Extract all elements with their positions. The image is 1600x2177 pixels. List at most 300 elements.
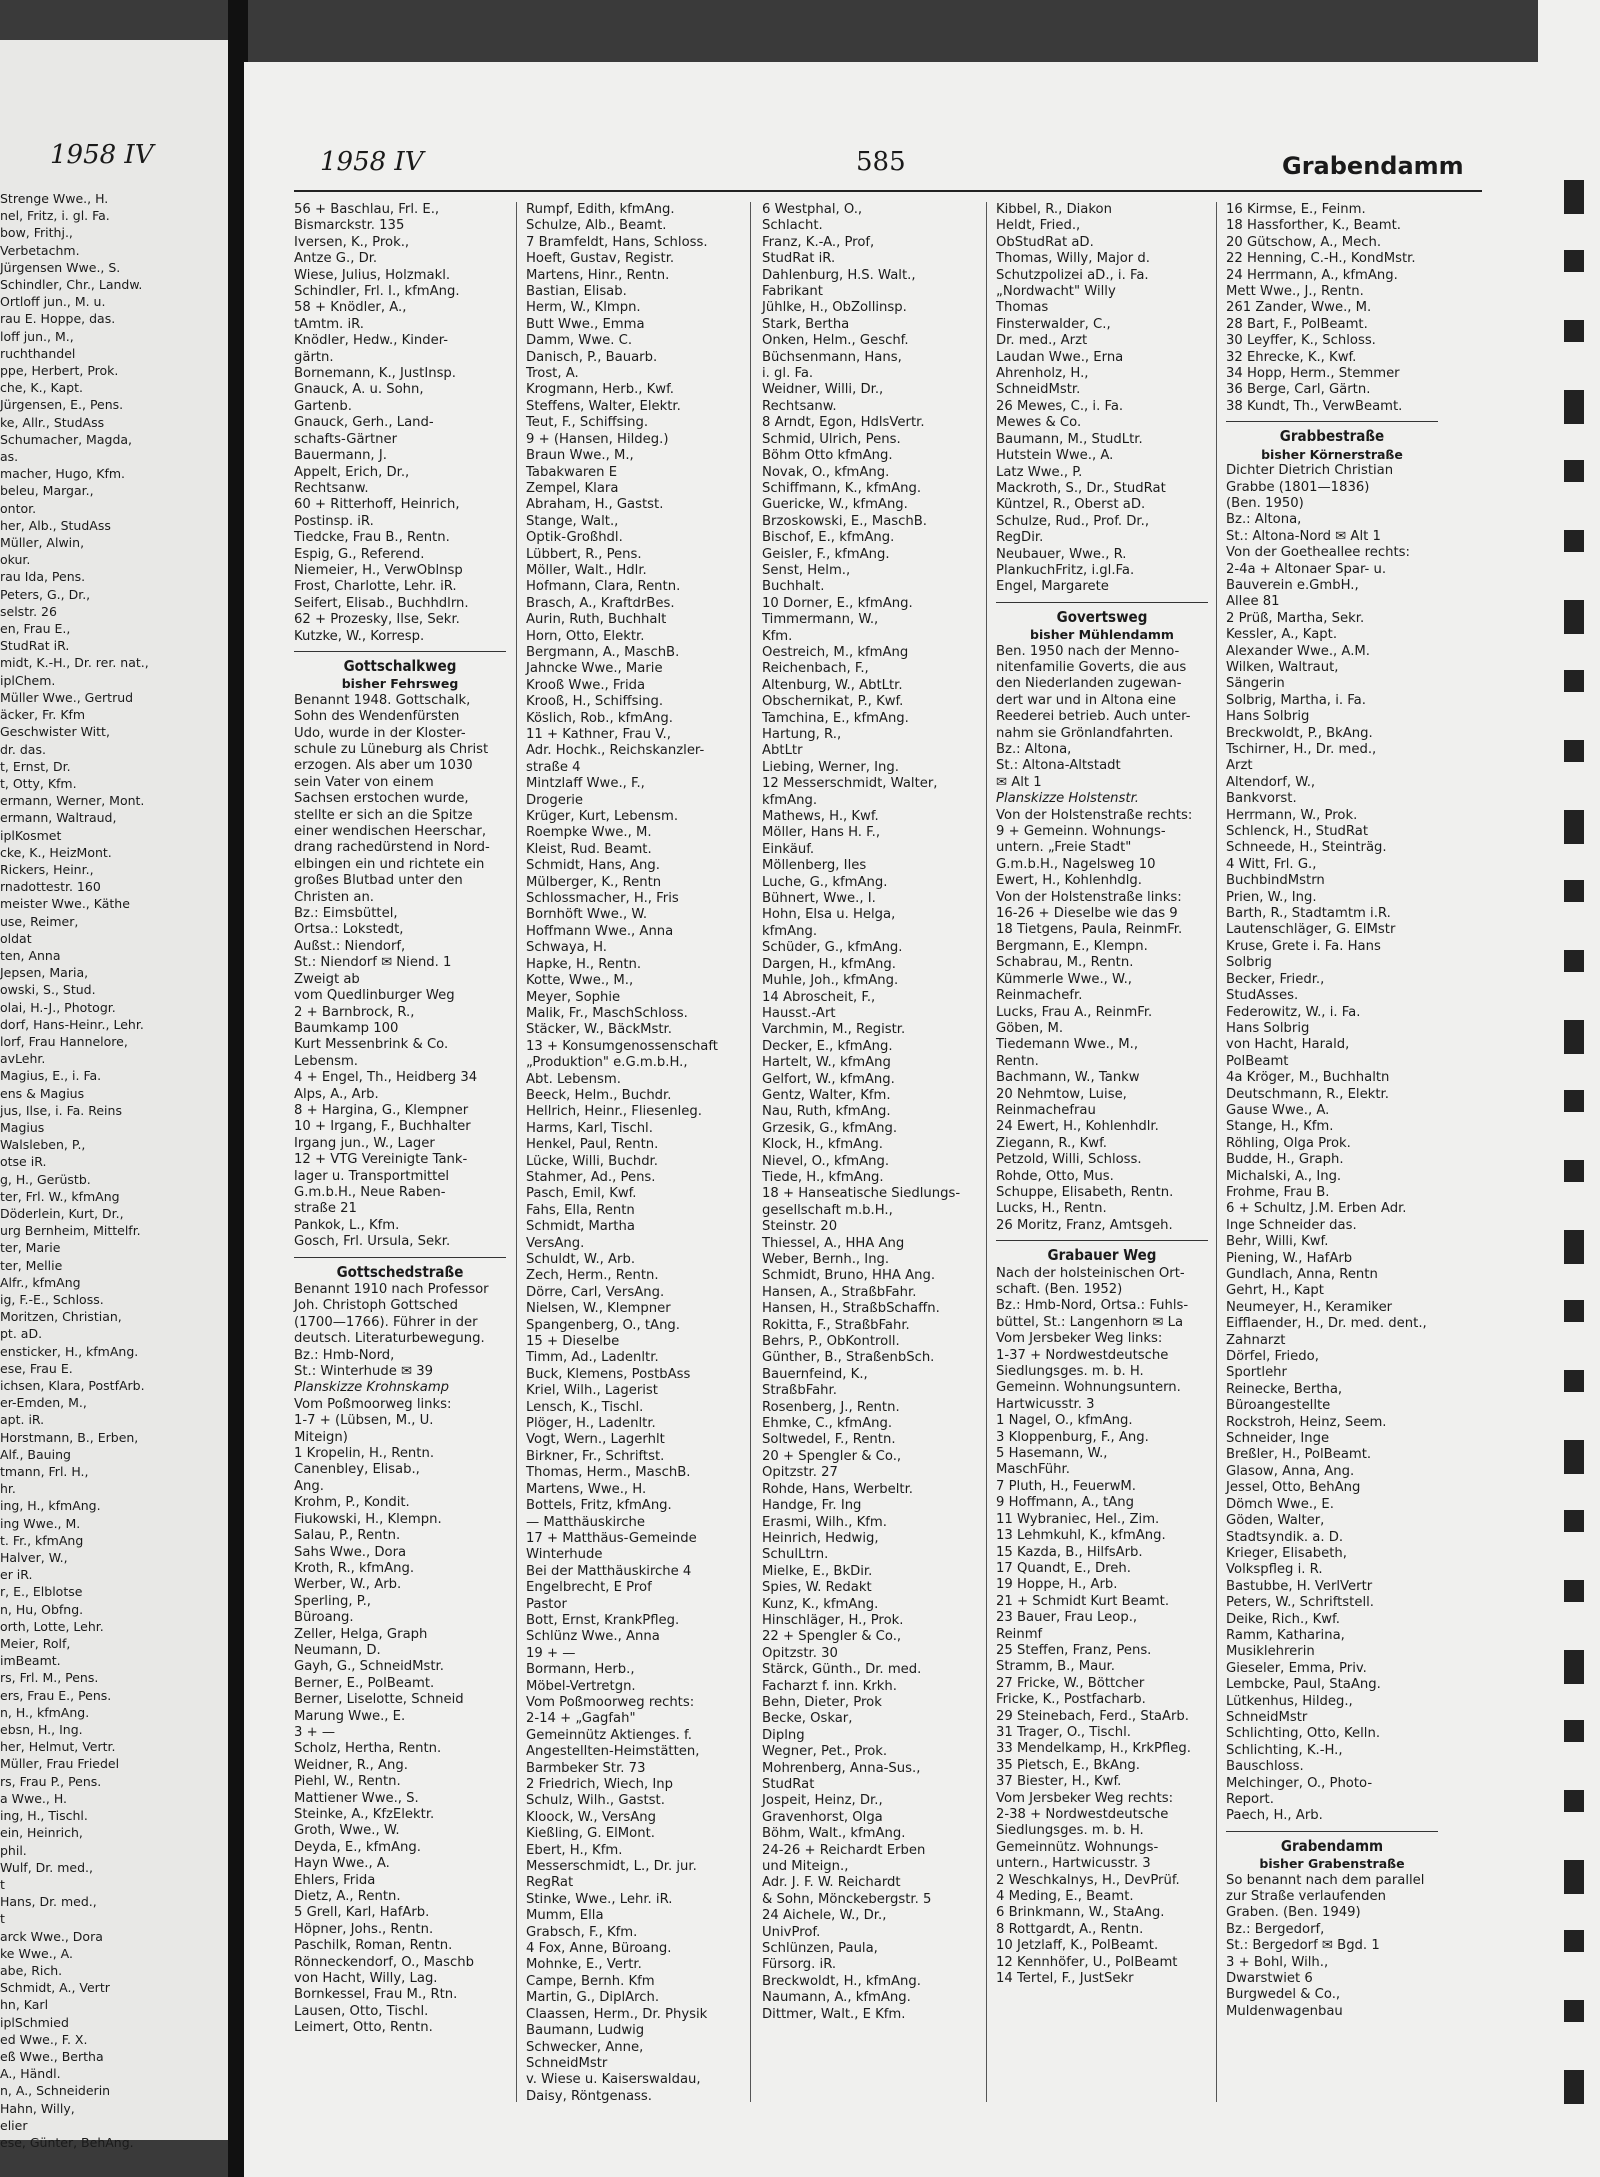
thumb-index-mark: [1564, 1370, 1584, 1392]
directory-entry: UnivProf.: [762, 1924, 821, 1940]
directory-entry: Liebing, Werner, Ing.: [762, 759, 899, 775]
directory-entry: Rohde, Otto, Mus.: [996, 1168, 1114, 1184]
directory-entry: Bz.: Hmb-Nord,: [294, 1347, 395, 1363]
directory-entry: Optik-Großhdl.: [526, 530, 623, 546]
left-page-line: Magius: [0, 1119, 45, 1135]
thumb-index-mark: [1564, 740, 1584, 762]
directory-entry: Fiukowski, H., Klempn.: [294, 1511, 442, 1527]
directory-entry: Mattiener Wwe., S.: [294, 1790, 419, 1806]
directory-entry: Herm, W., Klmpn.: [526, 300, 641, 316]
directory-entry: Einkäuf.: [762, 841, 815, 857]
directory-entry: Engel, Margarete: [996, 579, 1109, 595]
left-page-line: Verbetachm.: [0, 242, 80, 258]
directory-entry: büttel, St.: Langenhorn ✉ La: [996, 1314, 1184, 1330]
directory-entry: 24-26 + Reichardt Erben: [762, 1842, 926, 1858]
directory-entry: Birkner, Fr., Schriftst.: [526, 1448, 665, 1464]
directory-entry: Bormann, Herb.,: [526, 1662, 635, 1678]
left-page-line: ermann, Werner, Mont.: [0, 793, 145, 809]
thumb-index-mark: [1564, 810, 1584, 844]
left-page-line: ensticker, H., kfmAng.: [0, 1343, 139, 1359]
directory-entry: Rokitta, F., StraßbFahr.: [762, 1317, 910, 1333]
directory-entry: Hansen, A., StraßbFahr.: [762, 1284, 917, 1300]
directory-entry: 62 + Prozesky, Ilse, Sekr.: [294, 612, 460, 628]
left-page-line: er-Emden, M.,: [0, 1395, 87, 1411]
directory-entry: Iversen, K., Prok.,: [294, 234, 410, 250]
directory-entry: Bauverein e.GmbH.,: [1226, 577, 1359, 593]
directory-entry: 10 Dorner, E., kfmAng.: [762, 595, 913, 611]
directory-entry: Finsterwalder, C.,: [996, 316, 1111, 332]
directory-entry: Von der Holstenstraße links:: [996, 889, 1182, 905]
left-page-line: Halver, W.,: [0, 1550, 68, 1566]
directory-entry: Klock, H., kfmAng.: [762, 1137, 883, 1153]
directory-entry: 4a Kröger, M., Buchhaltn: [1226, 1070, 1390, 1086]
directory-entry: Sängerin: [1226, 676, 1285, 692]
directory-entry: zur Straße verlaufenden: [1226, 1889, 1386, 1905]
directory-entry: Schlünz Wwe., Anna: [526, 1629, 660, 1645]
directory-entry: Daisy, Röntgenass.: [526, 2088, 652, 2104]
directory-entry: Schuppe, Elisabeth, Rentn.: [996, 1184, 1174, 1200]
directory-entry: Salau, P., Rentn.: [294, 1528, 401, 1544]
thumb-index-mark: [1564, 880, 1584, 902]
directory-entry: 31 Trager, O., Tischl.: [996, 1724, 1131, 1740]
directory-entry: Kümmerle Wwe., W.,: [996, 971, 1132, 987]
directory-entry: 1-7 + (Lübsen, M., U.: [294, 1413, 434, 1429]
column-5: [1226, 202, 1438, 2020]
directory-entry: Tiedemann Wwe., M.,: [996, 1037, 1139, 1053]
directory-entry: Rosenberg, J., Rentn.: [762, 1399, 900, 1415]
street-note: Planskizze Krohnskamp: [294, 1380, 450, 1396]
directory-entry: Schuldt, W., Arb.: [526, 1252, 636, 1267]
directory-entry: Bastubbe, H. VerlVertr: [1226, 1578, 1373, 1594]
directory-entry: Stramm, B., Maur.: [996, 1659, 1115, 1675]
directory-entry: 6 + Schultz, J.M. Erben Adr.: [1226, 1201, 1407, 1217]
left-page-line: orth, Lotte, Lehr.: [0, 1618, 104, 1634]
directory-entry: Pankok, L., Kfm.: [294, 1217, 400, 1233]
left-page-line: cke, K., HeizMont.: [0, 844, 112, 860]
directory-entry: Gartenb.: [294, 398, 352, 414]
directory-page: [244, 62, 1544, 2177]
directory-entry: VersAng.: [526, 1235, 585, 1251]
directory-entry: Wiese, Julius, Holzmakl.: [294, 267, 451, 283]
directory-entry: Jahncke Wwe., Marie: [526, 661, 663, 677]
directory-entry: Bott, Ernst, KrankPfleg.: [526, 1612, 680, 1628]
directory-entry: Benannt 1910 nach Professor: [294, 1282, 489, 1297]
directory-entry: ObStudRat aD.: [996, 234, 1094, 250]
directory-entry: Nach der holsteinischen Ort-: [996, 1265, 1185, 1281]
directory-entry: Gnauck, Gerh., Land-: [294, 415, 434, 431]
directory-entry: Becker, Friedr.,: [1226, 971, 1325, 987]
left-page-line: Meier, Rolf,: [0, 1636, 71, 1652]
directory-entry: Bauermann, J.: [294, 448, 387, 464]
directory-entry: Lebensm.: [294, 1053, 358, 1069]
directory-entry: Dr. med., Arzt: [996, 333, 1088, 349]
directory-entry: Dwarstwiet 6: [1226, 1971, 1313, 1987]
column-4: [996, 202, 1208, 1987]
directory-entry: Diplng: [762, 1727, 805, 1743]
left-page-line: rnadottestr. 160: [0, 879, 101, 895]
directory-entry: Schlichting, Otto, Kelln.: [1226, 1726, 1381, 1742]
directory-entry: Bz.: Eimsbüttel,: [294, 906, 398, 922]
left-page-line: rs, Frau P., Pens.: [0, 1773, 102, 1789]
directory-entry: Adr. Hochk., Reichskanzler-: [526, 743, 705, 759]
directory-entry: Seifert, Elisab., Buchhdlrn.: [294, 595, 469, 611]
directory-entry: Zech, Herm., Rentn.: [526, 1268, 659, 1284]
directory-entry: nitenfamilie Goverts, die aus: [996, 659, 1187, 675]
thumb-index-mark: [1564, 1580, 1584, 1602]
left-page-line: Müller, Alwin,: [0, 535, 85, 551]
directory-entry: Ehmke, C., kfmAng.: [762, 1416, 893, 1432]
directory-entry: Rumpf, Edith, kfmAng.: [526, 202, 675, 217]
directory-entry: Thomas: [996, 300, 1049, 316]
directory-entry: Gause Wwe., A.: [1226, 1102, 1330, 1118]
left-page-line: ese, Frau E.: [0, 1360, 73, 1376]
directory-entry: Hartung, R.,: [762, 727, 842, 742]
directory-entry: v. Wiese u. Kaiserswaldau,: [526, 2072, 701, 2088]
directory-entry: Oestreich, M., kfmAng: [762, 644, 909, 660]
directory-entry: Angestellten-Heimstätten,: [526, 1744, 700, 1760]
directory-entry: Muhle, Joh., kfmAng.: [762, 973, 899, 989]
directory-entry: 22 Henning, C.-H., KondMstr.: [1226, 251, 1416, 267]
directory-entry: PolBeamt: [1226, 1053, 1289, 1069]
directory-entry: Gundlach, Anna, Rentn: [1226, 1267, 1378, 1282]
directory-entry: Vom Poßmoorweg links:: [294, 1396, 452, 1412]
directory-entry: Schmidt, Hans, Ang.: [526, 858, 660, 874]
directory-entry: (1700—1766). Führer in der: [294, 1314, 478, 1330]
directory-entry: 11 Wybraniec, Hel., Zim.: [996, 1511, 1160, 1527]
directory-entry: Claassen, Herm., Dr. Physik: [526, 2006, 708, 2022]
directory-entry: G.m.b.H., Nagelsweg 10: [996, 856, 1156, 872]
left-page-line: lorf, Frau Hannelore,: [0, 1033, 128, 1049]
directory-entry: 4 Meding, E., Beamt.: [996, 1889, 1134, 1905]
thumb-index-mark: [1564, 600, 1584, 634]
left-page-lines: [0, 190, 232, 2151]
directory-entry: 3 + Bohl, Wilh.,: [1226, 1954, 1329, 1970]
directory-entry: 5 Hasemann, W.,: [996, 1446, 1108, 1462]
left-page-line: rs, Frl. M., Pens.: [0, 1670, 99, 1686]
directory-entry: Dörfel, Friedo,: [1226, 1349, 1319, 1365]
directory-entry: Novak, O., kfmAng.: [762, 464, 890, 480]
directory-entry: erzogen. Als aber um 1030: [294, 758, 473, 774]
directory-entry: Adr. J. F. W. Reichardt: [762, 1875, 901, 1891]
directory-entry: Stange, Walt.,: [526, 513, 619, 529]
left-page-line: pt. aD.: [0, 1326, 43, 1342]
left-page-line: Alfr., kfmAng: [0, 1274, 81, 1290]
thumb-index-mark: [1564, 390, 1584, 424]
directory-entry: 2 Prüß, Martha, Sekr.: [1226, 610, 1365, 626]
directory-entry: Tabakwaren E: [526, 464, 618, 480]
left-page-line: en, Frau E.,: [0, 621, 71, 637]
directory-entry: Budde, H., Graph.: [1226, 1152, 1344, 1168]
directory-entry: Schmidt, Bruno, HHA Ang.: [762, 1268, 936, 1284]
column-3: [762, 202, 974, 2023]
directory-entry: Höpner, Johs., Rentn.: [294, 1921, 434, 1937]
directory-entry: Nievel, O., kfmAng.: [762, 1153, 890, 1169]
page-number: 585: [856, 147, 906, 177]
directory-entry: Facharzt f. inn. Krkh.: [762, 1678, 897, 1694]
directory-entry: Fabrikant: [762, 284, 823, 300]
directory-entry: Von der Goetheallee rechts:: [1226, 545, 1410, 561]
left-page-line: dr. das.: [0, 741, 46, 757]
directory-entry: gesellschaft m.b.H.,: [762, 1202, 893, 1218]
directory-entry: Mülberger, K., Rentn: [526, 874, 662, 890]
section-rule: [1226, 1831, 1438, 1832]
thumb-index-mark: [1564, 250, 1584, 272]
directory-entry: Gosch, Frl. Ursula, Sekr.: [294, 1234, 451, 1250]
directory-entry: 27 Fricke, W., Böttcher: [996, 1675, 1145, 1691]
directory-entry: Opitzstr. 30: [762, 1645, 838, 1661]
thumb-index-mark: [1564, 1230, 1584, 1264]
directory-entry: Heinrich, Hedwig,: [762, 1530, 879, 1546]
directory-entry: Tschirner, H., Dr. med.,: [1226, 742, 1377, 757]
column-divider: [516, 202, 517, 2102]
directory-entry: StudAsses.: [1226, 988, 1299, 1004]
directory-entry: Guericke, W., kfmAng.: [762, 497, 908, 513]
directory-entry: Meyer, Sophie: [526, 989, 621, 1005]
left-page-line: ter, Mellie: [0, 1257, 63, 1273]
directory-entry: untern. „Freie Stadt": [996, 840, 1132, 856]
left-page-line: t: [0, 1876, 5, 1892]
directory-entry: Nielsen, W., Klempner: [526, 1301, 671, 1317]
directory-entry: Bornhöft Wwe., W.: [526, 907, 648, 923]
left-page-line: imBeamt.: [0, 1653, 61, 1669]
directory-entry: Zempel, Klara: [526, 480, 619, 496]
left-page-line: selstr. 26: [0, 603, 57, 619]
directory-entry: Michalski, A., Ing.: [1226, 1168, 1342, 1184]
directory-entry: schafts-Gärtner: [294, 431, 398, 447]
left-page-line: äcker, Fr. Kfm: [0, 707, 86, 723]
page-year: 1958 IV: [320, 147, 424, 177]
directory-entry: Scholz, Hertha, Rentn.: [294, 1741, 442, 1757]
directory-entry: Baumann, M., StudLtr.: [996, 431, 1143, 447]
directory-entry: kfmAng.: [762, 923, 818, 939]
directory-entry: Abt. Lebensm.: [526, 1071, 621, 1087]
directory-entry: Bz.: Altona,: [1226, 512, 1302, 528]
directory-entry: kfmAng.: [762, 792, 818, 808]
directory-entry: (Ben. 1950): [1226, 495, 1304, 511]
section-rule: [996, 1240, 1208, 1241]
directory-entry: Latz Wwe., P.: [996, 464, 1083, 480]
directory-entry: Barth, R., Stadtamtm i.R.: [1226, 906, 1391, 922]
directory-entry: Onken, Helm., Geschf.: [762, 333, 909, 349]
directory-entry: Timmermann, W.,: [762, 612, 879, 628]
directory-entry: Report.: [1226, 1792, 1274, 1807]
directory-entry: stellte er sich an die Spitze: [294, 807, 473, 823]
directory-entry: untern., Hartwicusstr. 3: [996, 1856, 1151, 1872]
directory-entry: Dömch Wwe., E.: [1226, 1496, 1334, 1512]
directory-entry: dert war und in Altona eine: [996, 692, 1177, 708]
left-page-line: Moritzen, Christian,: [0, 1309, 122, 1325]
directory-entry: Deyda, E., kfmAng.: [294, 1839, 421, 1855]
left-page-line: Jürgensen Wwe., S.: [0, 259, 121, 275]
directory-entry: Thomas, Herm., MaschB.: [526, 1465, 691, 1481]
directory-entry: Herrmann, W., Prok.: [1226, 807, 1358, 823]
street-heading: Grabendamm: [1280, 1836, 1384, 1855]
directory-entry: Sperling, P.,: [294, 1593, 371, 1609]
directory-entry: Bz.: Hmb-Nord, Ortsa.: Fuhls-: [996, 1298, 1189, 1314]
directory-entry: St.: Altona-Altstadt: [996, 758, 1121, 774]
directory-entry: Bastian, Elisab.: [526, 284, 627, 300]
directory-entry: Altenburg, W., AbtLtr.: [762, 677, 903, 693]
directory-entry: Büroangestellte: [1226, 1398, 1331, 1414]
directory-entry: schule zu Lüneburg als Christ: [294, 742, 489, 757]
directory-entry: 36 Berge, Carl, Gärtn.: [1226, 382, 1371, 398]
left-page-line: Schumacher, Magda,: [0, 431, 133, 447]
directory-entry: Opitzstr. 27: [762, 1465, 838, 1481]
left-page-line: olai, H.-J., Photogr.: [0, 999, 116, 1015]
directory-entry: Udo, wurde in der Kloster-: [294, 725, 466, 741]
directory-entry: Gentz, Walter, Kfm.: [762, 1087, 891, 1103]
left-page-line: Ortloff jun., M. u.: [0, 294, 106, 310]
directory-entry: Rohde, Hans, Werbeltr.: [762, 1481, 913, 1497]
directory-entry: 3 Kloppenburg, F., Ang.: [996, 1429, 1149, 1445]
directory-entry: Braun Wwe., M.,: [526, 448, 634, 464]
directory-entry: Fahs, Ella, Rentn: [526, 1202, 635, 1218]
directory-entry: Peters, W., Schriftstell.: [1226, 1595, 1374, 1611]
directory-entry: 16 Kirmse, E., Feinm.: [1226, 202, 1366, 217]
directory-entry: Federowitz, W., i. Fa.: [1226, 1004, 1361, 1020]
directory-entry: Geisler, F., kfmAng.: [762, 546, 890, 562]
directory-entry: 12 Kennhöfer, U., PolBeamt: [996, 1954, 1178, 1970]
directory-entry: Becke, Oskar,: [762, 1711, 853, 1727]
directory-entry: Von der Holstenstraße rechts:: [996, 807, 1193, 823]
directory-entry: Bottels, Fritz, kfmAng.: [526, 1498, 672, 1514]
directory-entry: Pastor: [526, 1596, 567, 1612]
left-page-line: Magius, E., i. Fa.: [0, 1068, 102, 1084]
directory-entry: Gelfort, W., kfmAng.: [762, 1071, 895, 1087]
directory-entry: Drogerie: [526, 792, 584, 808]
directory-entry: Zahnarzt: [1226, 1332, 1286, 1348]
left-page-line: t, Ernst, Dr.: [0, 758, 71, 774]
directory-entry: 6 Brinkmann, W., StaAng.: [996, 1905, 1165, 1921]
left-page-line: her, Alb., StudAss: [0, 517, 111, 533]
directory-entry: Schüder, G., kfmAng.: [762, 940, 903, 956]
directory-entry: Solbrig, Martha, i. Fa.: [1226, 692, 1366, 708]
left-page-line: n, A., Schneiderin: [0, 2083, 111, 2099]
left-page-line: Müller, Frau Friedel: [0, 1756, 120, 1772]
thumb-index-mark: [1564, 1790, 1584, 1812]
directory-entry: 9 + Gemeinn. Wohnungs-: [996, 824, 1166, 840]
directory-entry: So benannt nach dem parallel: [1226, 1872, 1425, 1888]
directory-entry: straße 21: [294, 1201, 357, 1217]
directory-entry: Plöger, H., Ladenltr.: [526, 1416, 656, 1432]
directory-entry: Möllenberg, Iles: [762, 858, 867, 874]
directory-entry: Weidner, Willi, Dr.,: [762, 382, 884, 398]
directory-entry: Harms, Karl, Tischl.: [526, 1120, 653, 1136]
directory-entry: 26 Moritz, Franz, Amtsgeh.: [996, 1217, 1173, 1233]
directory-entry: St.: Winterhude ✉ 39: [294, 1364, 434, 1380]
directory-entry: 24 Aichele, W., Dr.,: [762, 1908, 887, 1924]
directory-entry: Kleist, Rud. Beamt.: [526, 841, 652, 857]
directory-entry: i. gl. Fa.: [762, 366, 814, 382]
left-page-line: Rickers, Heinr.,: [0, 861, 94, 877]
directory-entry: Hans Solbrig: [1226, 1020, 1310, 1036]
left-page-line: Hahn, Willy,: [0, 2100, 75, 2116]
directory-entry: Schulze, Alb., Beamt.: [526, 218, 667, 234]
left-page-line: A., Händl.: [0, 2066, 61, 2082]
thumb-index-mark: [1564, 180, 1584, 214]
directory-entry: Butt Wwe., Emma: [526, 316, 645, 332]
left-page-line: otse iR.: [0, 1154, 47, 1170]
left-page-line: her, Helmut, Vertr.: [0, 1739, 116, 1755]
left-page-line: Strenge Wwe., H.: [0, 191, 109, 206]
column-divider: [986, 202, 987, 2102]
directory-entry: Schlünzen, Paula,: [762, 1941, 878, 1957]
directory-entry: Kfm.: [762, 628, 793, 644]
directory-entry: Paschilk, Roman, Rentn.: [294, 1938, 453, 1954]
left-page-line: Schindler, Chr., Landw.: [0, 277, 143, 293]
directory-entry: RegDir.: [996, 530, 1044, 546]
directory-entry: Thomas, Willy, Major d.: [996, 251, 1150, 267]
directory-entry: Mumm, Ella: [526, 1908, 604, 1924]
directory-entry: Buchhalt.: [762, 579, 825, 595]
thumb-index-mark: [1564, 1720, 1584, 1742]
directory-entry: Tiedcke, Frau B., Rentn.: [294, 530, 450, 546]
left-page-line: ers, Frau E., Pens.: [0, 1687, 112, 1703]
street-former-name: bisher Körnerstraße: [1261, 446, 1403, 462]
directory-entry: 4 + Engel, Th., Heidberg 34: [294, 1070, 478, 1086]
directory-entry: SchneidMstr: [1226, 1709, 1308, 1725]
left-page-line: jus, Ilse, i. Fa. Reins: [0, 1102, 122, 1118]
directory-entry: SchneidMstr: [526, 2055, 608, 2071]
directory-entry: 29 Steinebach, Ferd., StaArb.: [996, 1708, 1189, 1724]
directory-entry: lager u. Transportmittel: [294, 1168, 450, 1184]
directory-entry: 2-38 + Nordwestdeutsche: [996, 1807, 1169, 1822]
left-page-line: ing, H., Tischl.: [0, 1808, 88, 1824]
directory-entry: Hapke, H., Rentn.: [526, 956, 642, 972]
left-page-line: t: [0, 1911, 5, 1927]
directory-entry: Behr, Willi, Kwf.: [1226, 1234, 1329, 1250]
directory-entry: StudRat: [762, 1777, 815, 1792]
directory-entry: Lausen, Otto, Tischl.: [294, 2003, 429, 2019]
directory-entry: Lembcke, Paul, StaAng.: [1226, 1677, 1381, 1693]
left-page-line: owski, S., Stud.: [0, 982, 96, 998]
directory-entry: Neumeyer, H., Keramiker: [1226, 1299, 1393, 1315]
left-page-line: Wulf, Dr. med.,: [0, 1859, 93, 1875]
left-page-line: iplSchmied: [0, 2014, 69, 2030]
directory-entry: Wegner, Pet., Prok.: [762, 1744, 888, 1760]
directory-entry: Stark, Bertha: [762, 316, 850, 332]
directory-entry: Bornkessel, Frau M., Rtn.: [294, 1987, 458, 2003]
street-former-name: bisher Grabenstraße: [1259, 1856, 1405, 1872]
directory-entry: 15 Kazda, B., HilfsArb.: [996, 1544, 1143, 1560]
left-page-line: r, E., Elblotse: [0, 1584, 83, 1600]
directory-entry: Bühnert, Wwe., I.: [762, 891, 876, 907]
left-page-line: rau E. Hoppe, das.: [0, 311, 116, 327]
column-2: [526, 202, 738, 2105]
directory-entry: Hayn Wwe., A.: [294, 1856, 390, 1872]
directory-entry: Rönneckendorf, O., Maschb: [294, 1954, 474, 1970]
directory-entry: Canenbley, Elisab.,: [294, 1462, 420, 1478]
directory-entry: Ortsa.: Lokstedt,: [294, 922, 404, 938]
directory-entry: Günther, B., StraßenbSch.: [762, 1350, 935, 1366]
directory-entry: Hartwicusstr. 3: [996, 1396, 1095, 1412]
directory-entry: Marung Wwe., E.: [294, 1708, 406, 1724]
directory-entry: Ang.: [294, 1478, 324, 1494]
thumb-index-marks: [1564, 180, 1588, 2130]
street-note: Planskizze Holstenstr.: [996, 791, 1139, 807]
directory-entry: Schutzpolizei aD., i. Fa.: [996, 267, 1149, 283]
directory-entry: 20 + Spengler & Co.,: [762, 1448, 902, 1464]
thumb-index-mark: [1564, 1930, 1584, 1952]
directory-entry: Stäcker, W., BäckMstr.: [526, 1022, 672, 1038]
directory-entry: Piehl, W., Rentn.: [294, 1774, 401, 1790]
directory-entry: Bz.: Altona,: [996, 742, 1072, 757]
directory-entry: Dittmer, Walt., E Kfm.: [762, 2006, 906, 2022]
directory-entry: Neumann, D.: [294, 1642, 381, 1658]
directory-entry: Bischof, E., kfmAng.: [762, 530, 895, 546]
directory-entry: Reinmf: [996, 1626, 1043, 1642]
left-page-line: okur.: [0, 552, 31, 568]
